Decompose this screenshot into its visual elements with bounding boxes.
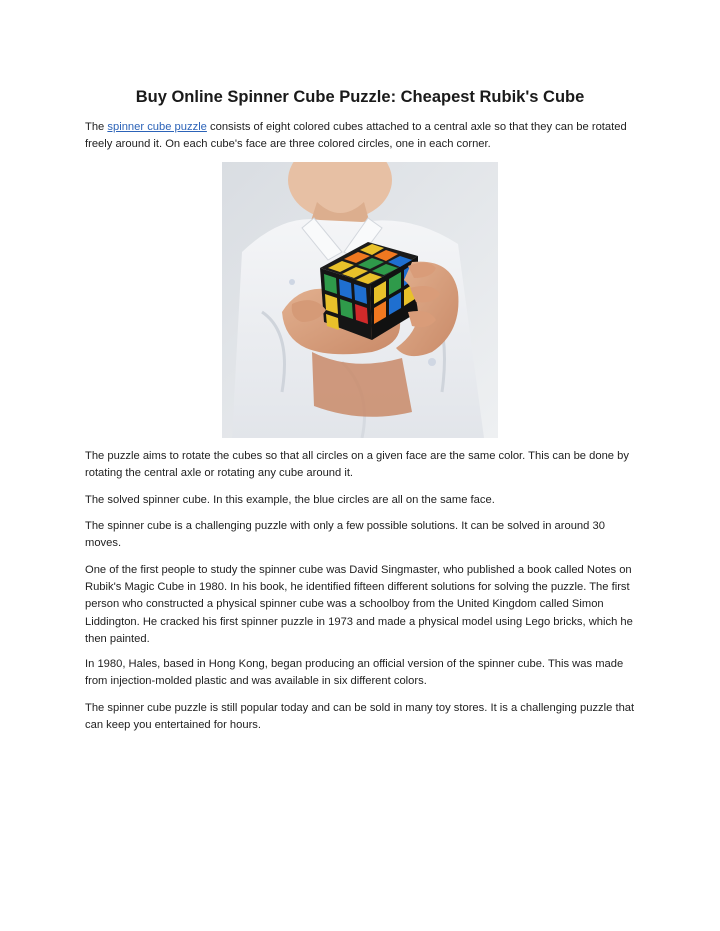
paragraph-puzzle-aim: The puzzle aims to rotate the cubes so that all circles on a given face are the same color. This can be done by rotating the central axle or rotating any cube around it. xyxy=(85,450,629,480)
spinner-cube-puzzle-link[interactable]: spinner cube puzzle xyxy=(107,121,207,133)
intro-paragraph xyxy=(85,119,637,153)
paragraph-popular: The spinner cube puzzle is still popular today and can be sold in many toy stores. It is a challenging puzzle that can keep you entertained for hours. xyxy=(85,702,635,732)
intro-text-before: The xyxy=(85,121,108,133)
paragraph-challenging: The spinner cube is a challenging puzzle with only a few possible solutions. It can be solved in around 30 moves. xyxy=(85,520,605,550)
paragraph-solved-cube: The solved spinner cube. In this example, the blue circles are all on the same face. xyxy=(85,494,495,506)
child-holding-rubiks-cube-photo xyxy=(222,162,498,438)
page-title: Buy Online Spinner Cube Puzzle: Cheapest Rubik's Cube xyxy=(135,88,585,106)
paragraph-hales: In 1980, Hales, based in Hong Kong, began producing an official version of the spinner cube. This was made from injection-molded plastic and was available in six different colors. xyxy=(85,658,624,688)
intro-text-after: consists of eight colored cubes attached to a central axle so that they can be rotated freely around it. On each cube's face are three colored circles, one in each corner. xyxy=(85,121,627,151)
paragraph-history: One of the first people to study the spinner cube was David Singmaster, who published a book called Notes on Rubik's Magic Cube in 1980. In his book, he identified fifteen different solutions for solving the puzzle. The first person who constructed a physical spinner cube was a schoolboy from the United Kingdom called Simon Liddington. He cracked his first spinner puzzle in 1973 and made a physical model using Lego bricks, which he then painted. xyxy=(85,564,633,645)
